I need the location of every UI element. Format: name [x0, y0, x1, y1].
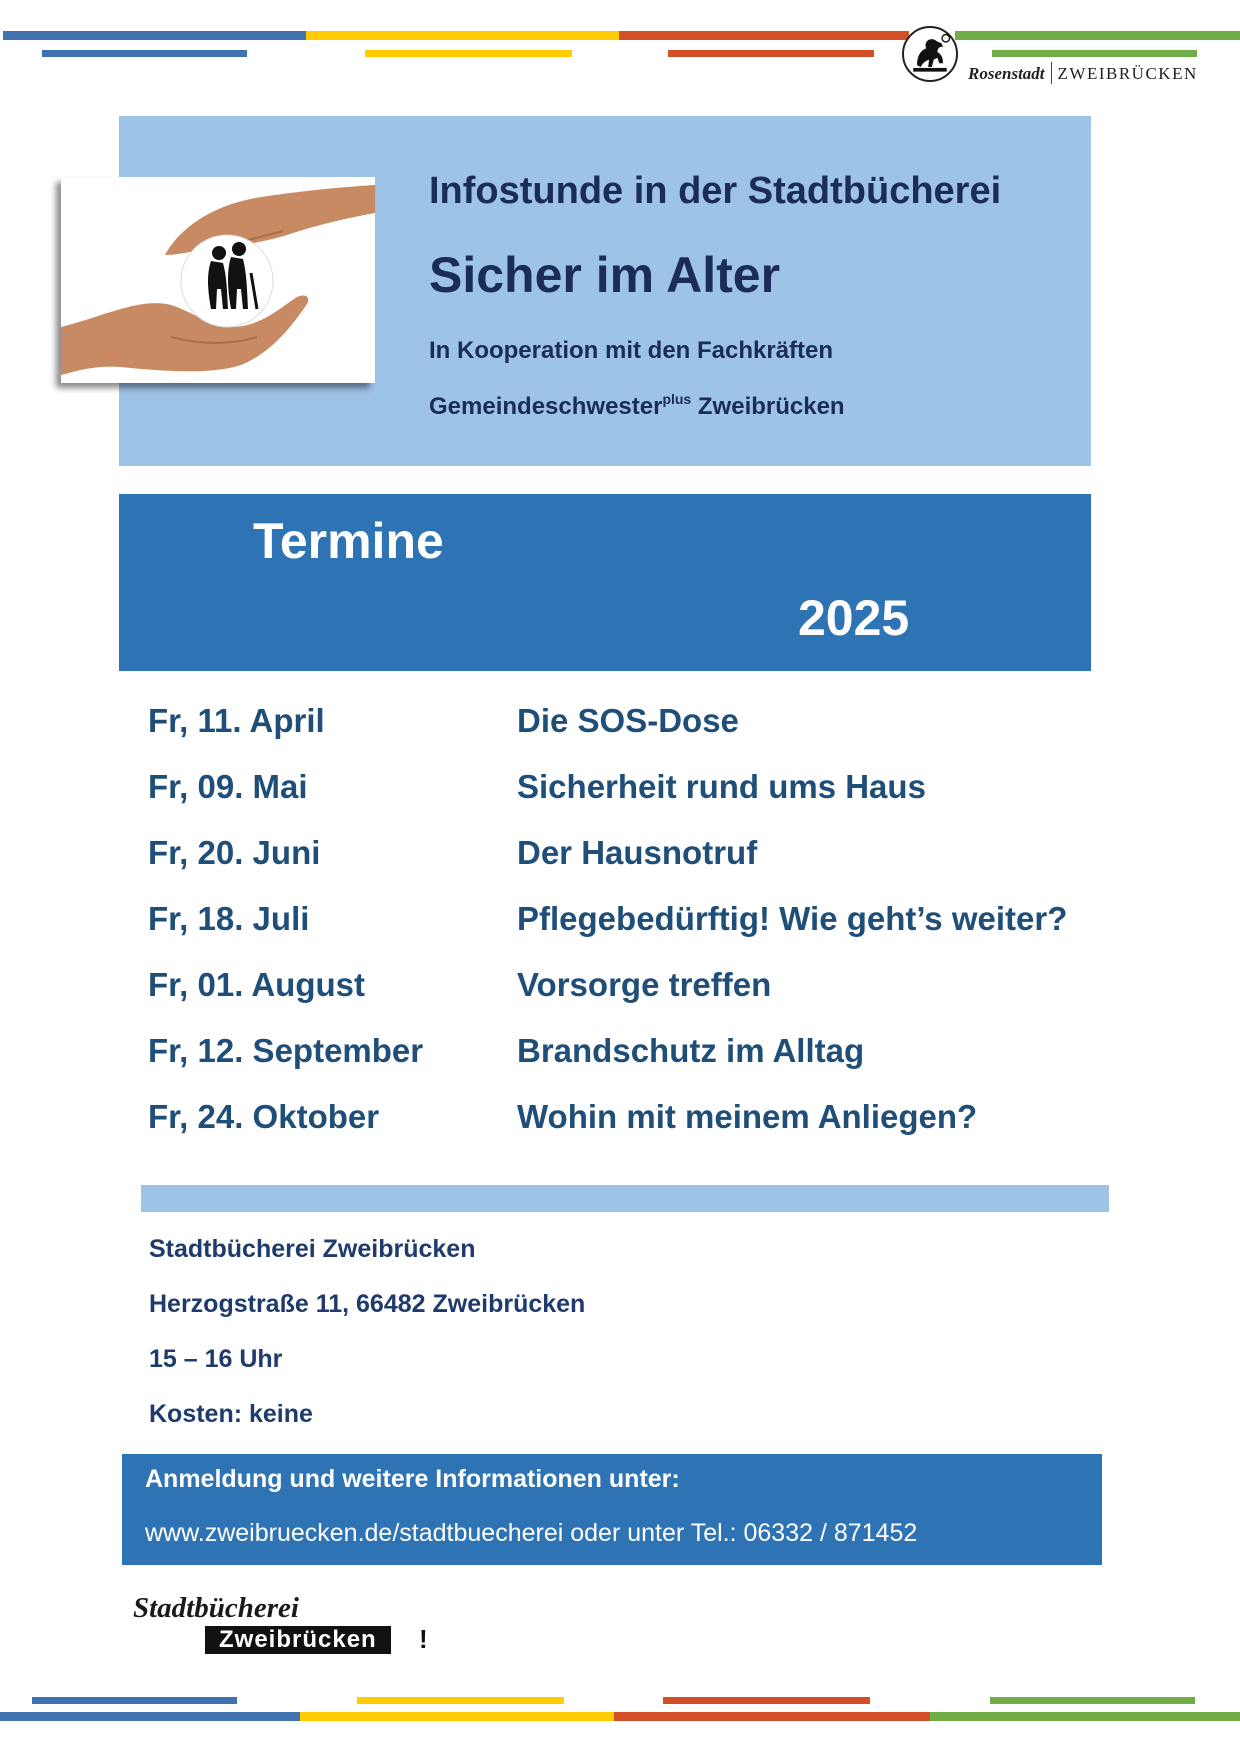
protective-hands-elderly-couple-icon — [61, 177, 375, 383]
top-stripe-blue — [3, 31, 306, 40]
top-stripe-red — [619, 31, 909, 40]
info-title: Infostunde in der Stadtbücherei — [429, 170, 1002, 212]
top-accent-red — [668, 50, 874, 57]
schedule-row — [148, 702, 1088, 768]
partner-line — [429, 391, 845, 421]
partner-city: Zweibrücken — [691, 393, 845, 420]
bottom-stripe-blue — [0, 1712, 300, 1721]
schedule-row — [148, 834, 1088, 900]
schedule-date: Fr, 18. Juli — [148, 900, 310, 937]
schedule-date: Fr, 09. Mai — [148, 768, 308, 805]
termine-label: Termine — [253, 513, 444, 569]
city-logo — [902, 24, 1232, 94]
city-name-divider — [1051, 62, 1052, 84]
venue-cost: Kosten: keine — [149, 1400, 313, 1428]
top-stripe-yellow — [306, 31, 619, 40]
schedule-row — [148, 1032, 1088, 1098]
schedule-row — [148, 966, 1088, 1032]
termine-year: 2025 — [798, 590, 910, 646]
city-name-script: Rosenstadt — [968, 64, 1045, 83]
cooperation-line: In Kooperation mit den Fachkräften — [429, 337, 834, 364]
library-logo-box: Zweibrücken — [205, 1626, 391, 1654]
venue-address: Herzogstraße 11, 66482 Zweibrücken — [149, 1290, 586, 1318]
venue-name: Stadtbücherei Zweibrücken — [149, 1235, 476, 1263]
contact-heading: Anmeldung und weitere Informationen unter: — [145, 1465, 680, 1493]
schedule-topic: Pflegebedürftig! Wie geht’s weiter? — [517, 900, 1068, 937]
schedule-date: Fr, 20. Juni — [148, 834, 321, 871]
contact-details[interactable]: www.zweibruecken.de/stadtbuecherei oder unter Tel.: 06332 / 871452 — [145, 1519, 918, 1547]
schedule-row — [148, 900, 1088, 966]
bottom-stripe-green — [930, 1712, 1240, 1721]
partner-superscript: plus — [662, 391, 692, 407]
schedule-date: Fr, 01. August — [148, 966, 365, 1003]
bottom-accent-yellow — [357, 1697, 564, 1704]
info-subtitle: Sicher im Alter — [429, 247, 781, 303]
venue-time: 15 – 16 Uhr — [149, 1345, 283, 1373]
schedule-date: Fr, 24. Oktober — [148, 1098, 380, 1135]
schedule-date: Fr, 12. September — [148, 1032, 424, 1069]
schedule-topic: Wohin mit meinem Anliegen? — [517, 1098, 978, 1135]
schedule-topic: Der Hausnotruf — [517, 834, 758, 871]
bottom-accent-red — [663, 1697, 870, 1704]
partner-name: Gemeindeschwester — [429, 393, 663, 420]
library-logo — [133, 1592, 453, 1658]
bottom-stripe-yellow — [300, 1712, 614, 1721]
bottom-stripe-red — [614, 1712, 930, 1721]
schedule-topic: Vorsorge treffen — [517, 966, 772, 1003]
top-accent-yellow — [365, 50, 572, 57]
schedule-row — [148, 1098, 1088, 1164]
bottom-accent-blue — [32, 1697, 237, 1704]
schedule-date: Fr, 11. April — [148, 702, 325, 739]
city-name-caps: ZWEIBRÜCKEN — [1057, 64, 1198, 83]
top-accent-blue — [42, 50, 247, 57]
library-logo-script: Stadtbücherei — [133, 1592, 299, 1624]
library-logo-mark: ! — [419, 1624, 428, 1654]
divider-bar — [141, 1185, 1109, 1212]
schedule-topic: Sicherheit rund ums Haus — [517, 768, 926, 805]
schedule-topic: Brandschutz im Alltag — [517, 1032, 865, 1069]
schedule-row — [148, 768, 1088, 834]
schedule-topic: Die SOS-Dose — [517, 702, 739, 739]
horse-seal-icon — [902, 26, 958, 82]
schedule-list — [148, 702, 1088, 1164]
city-name — [968, 62, 1198, 84]
bottom-accent-green — [990, 1697, 1195, 1704]
